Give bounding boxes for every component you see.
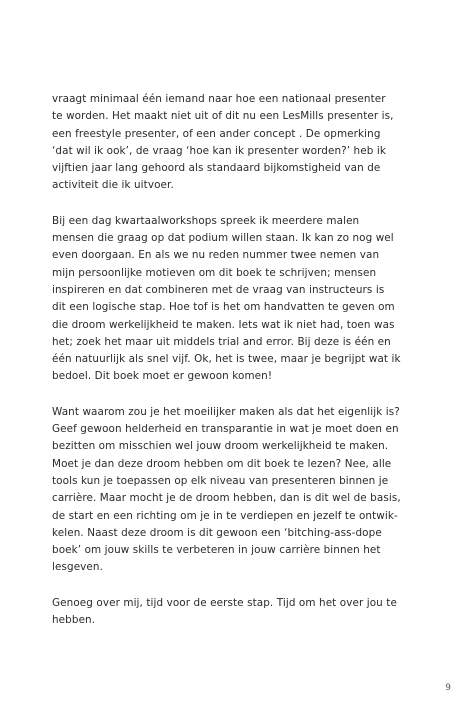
text-line: kelen. Naast deze droom is dit gewoon een ‘bitching-ass-dope bbox=[52, 526, 382, 539]
text-line: te worden. Het maakt niet uit of dit nu een LesMills presenter is, bbox=[52, 110, 394, 123]
text-line: lesgeven. bbox=[52, 561, 104, 574]
paragraph-4 bbox=[52, 595, 432, 630]
text-line: vijftien jaar lang gehoord als standaard bijkomstigheid van de bbox=[52, 162, 381, 175]
text-line: inspireren en dat combineren met de vraag van instructeurs is bbox=[52, 283, 385, 296]
paragraph-2 bbox=[52, 213, 432, 386]
text-line: ‘dat wil ik ook’, de vraag ‘hoe kan ik presenter worden?’ heb ik bbox=[52, 144, 386, 157]
paragraph-3 bbox=[52, 404, 432, 577]
text-line: even doorgaan. En als we nu reden nummer twee nemen van bbox=[52, 249, 380, 262]
text-line: tools kun je toepassen op elk niveau van presenteren binnen je bbox=[52, 474, 389, 487]
text-line: Want waarom zou je het moeilijker maken als dat het eigenlijk is? bbox=[52, 405, 400, 418]
text-line: boek’ om jouw skills te verbeteren in jouw carrière binnen het bbox=[52, 544, 381, 557]
text-line: mijn persoonlijke motieven om dit boek te schrijven; mensen bbox=[52, 266, 377, 279]
text-line: activiteit die ik uitvoer. bbox=[52, 179, 174, 192]
text-line: de start en een richting om je in te verdiepen en jezelf te ontwik- bbox=[52, 509, 398, 522]
text-line: bezitten om misschien wel jouw droom werkelijkheid te maken. bbox=[52, 440, 389, 453]
text-line: die droom werkelijkheid te maken. Iets wat ik niet had, toen was bbox=[52, 318, 395, 331]
page-body bbox=[52, 91, 432, 647]
text-line: carrière. Maar mocht je de droom hebben, dan is dit wel de basis, bbox=[52, 492, 401, 505]
text-line: Geef gewoon helderheid en transparantie in wat je moet doen en bbox=[52, 423, 399, 436]
text-line: een freestyle presenter, of een ander concept . De opmerking bbox=[52, 127, 381, 140]
text-line: Bij een dag kwartaalworkshops spreek ik meerdere malen bbox=[52, 214, 360, 227]
text-line: Genoeg over mij, tijd voor de eerste stap. Tijd om het over jou te bbox=[52, 596, 397, 609]
text-line: mensen die graag op dat podium willen staan. Ik kan zo nog wel bbox=[52, 232, 394, 245]
text-line: vraagt minimaal één iemand naar hoe een nationaal presenter bbox=[52, 93, 386, 105]
page-number: 9 bbox=[445, 683, 451, 693]
text-line: dit een logische stap. Hoe tof is het om handvatten te geven om bbox=[52, 301, 395, 314]
text-line: bedoel. Dit boek moet er gewoon komen! bbox=[52, 370, 273, 383]
text-line: Moet je dan deze droom hebben om dit boek te lezen? Nee, alle bbox=[52, 457, 392, 470]
paragraph-1 bbox=[52, 91, 432, 195]
text-line: één natuurlijk als snel vijf. Ok, het is twee, maar je begrijpt wat ik bbox=[52, 353, 401, 366]
text-line: het; zoek het maar uit middels trial and error. Bij deze is één en bbox=[52, 335, 391, 348]
text-line: hebben. bbox=[52, 614, 96, 627]
